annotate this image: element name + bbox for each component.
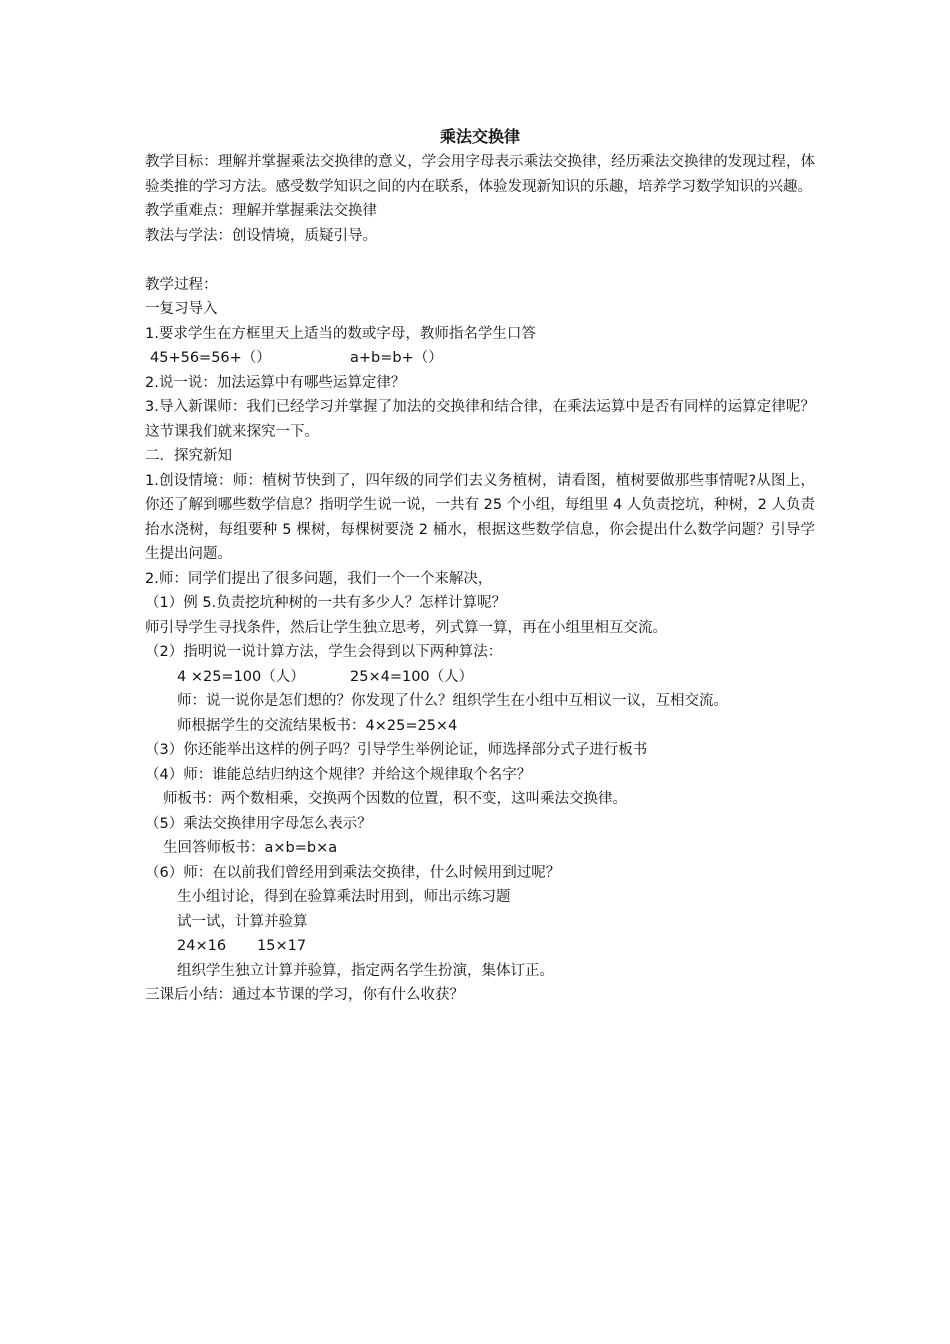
question-6: （6）师：在以前我们曾经用到乘法交换律，什么时候用到过呢？ — [145, 864, 561, 881]
exercise-a: 24×16 — [177, 938, 227, 954]
section1-heading: 一复习导入 — [145, 301, 218, 317]
question-6-discussion: 生小组讨论，得到在验算乘法时用到，师出示练习题 — [177, 889, 511, 905]
question-4-board: 师板书：两个数相乘，交换两个因数的位置，积不变，这叫乘法交换律。 — [163, 791, 627, 807]
question-1-guide: 师引导学生寻找条件，然后让学生独立思考，列式算一算，再在小组里相互交流。 — [145, 619, 667, 636]
process-heading: 教学过程： — [145, 276, 218, 293]
section2-item1: 1.创设情境：师：植树节快到了，四年级的同学们去义务植树，请看图，植树要做那些事情呢?从图上，你还了解到哪些数学信息？指明学生说一说，一共有 25 个小组，每组里 4 人负责挖坑，种树，2 人负责抬水浇树，每组要种 5 棵树，每棵树要浇 2 桶水，根据这些数学信息，你会提出什么数学问题？引导学生提出问题。 — [145, 472, 815, 562]
question-5-answer: 生回答师板书：a×b=b×a — [163, 840, 338, 856]
blank-line — [145, 248, 815, 273]
question-3: （3）你还能举出这样的例子吗？引导学生举例论证，师选择部分式子进行板书 — [145, 742, 648, 758]
review-formulas — [145, 346, 815, 371]
teaching-method: 教法与学法：创设情境，质疑引导。 — [145, 227, 377, 244]
question-2: （2）指明说一说计算方法，学生会得到以下两种算法： — [145, 644, 503, 660]
question-5: （5）乘法交换律用字母怎么表示？ — [145, 815, 372, 832]
document-body — [145, 124, 815, 1008]
exercise-b: 15×17 — [257, 938, 307, 954]
section2-heading: 二．探究新知 — [145, 448, 232, 464]
lesson-summary: 三课后小结：通过本节课的学习，你有什么收获？ — [145, 987, 464, 1003]
calc-methods — [145, 665, 815, 690]
formula-addition-letters: a+b=b+（） — [350, 350, 443, 366]
question-1: （1）例 5.负责挖坑种树的一共有多少人？怎样计算呢？ — [145, 595, 507, 611]
question-6-try: 试一试，计算并验算 — [177, 913, 308, 930]
section1-item1: 1.要求学生在方框里天上适当的数或字母，教师指名学生口答 — [145, 325, 536, 342]
question-2-discussion: 师：说一说你是怎们想的？你发现了什么？组织学生在小组中互相议一议，互相交流。 — [177, 693, 728, 709]
key-point: 教学重难点：理解并掌握乘法交换律 — [145, 203, 377, 219]
document-title: 乘法交换律 — [439, 127, 520, 146]
exercise-formulas — [145, 934, 815, 959]
section1-item3: 3.导入新课师：我们已经学习并掌握了加法的交换律和结合律，在乘法运算中是否有同样的运算定律呢？这节课我们就来探究一下。 — [145, 399, 815, 440]
question-2-board: 师根据学生的交流结果板书：4×25=25×4 — [177, 717, 458, 734]
calc-method-b: 25×4=100（人） — [350, 668, 474, 685]
section1-item2: 2.说一说：加法运算中有哪些运算定律？ — [145, 374, 406, 391]
teaching-goal: 教学目标：理解并掌握乘法交换律的意义，学会用字母表示乘法交换律，经历乘法交换律的发现过程，体验类推的学习方法。感受数学知识之间的内在联系，体验发现新知识的乐趣，培养学习数学知识的兴趣。 — [145, 154, 815, 195]
section2-item2: 2.师：同学们提出了很多问题，我们一个一个来解决， — [145, 570, 493, 587]
formula-addition-numbers: 45+56=56+（） — [150, 350, 271, 366]
question-4: （4）师：谁能总结归纳这个规律？并给这个规律取个名字？ — [145, 766, 532, 783]
question-6-organize: 组织学生独立计算并验算，指定两名学生扮演，集体订正。 — [177, 962, 554, 979]
calc-method-a: 4 ×25=100（人） — [177, 668, 305, 685]
